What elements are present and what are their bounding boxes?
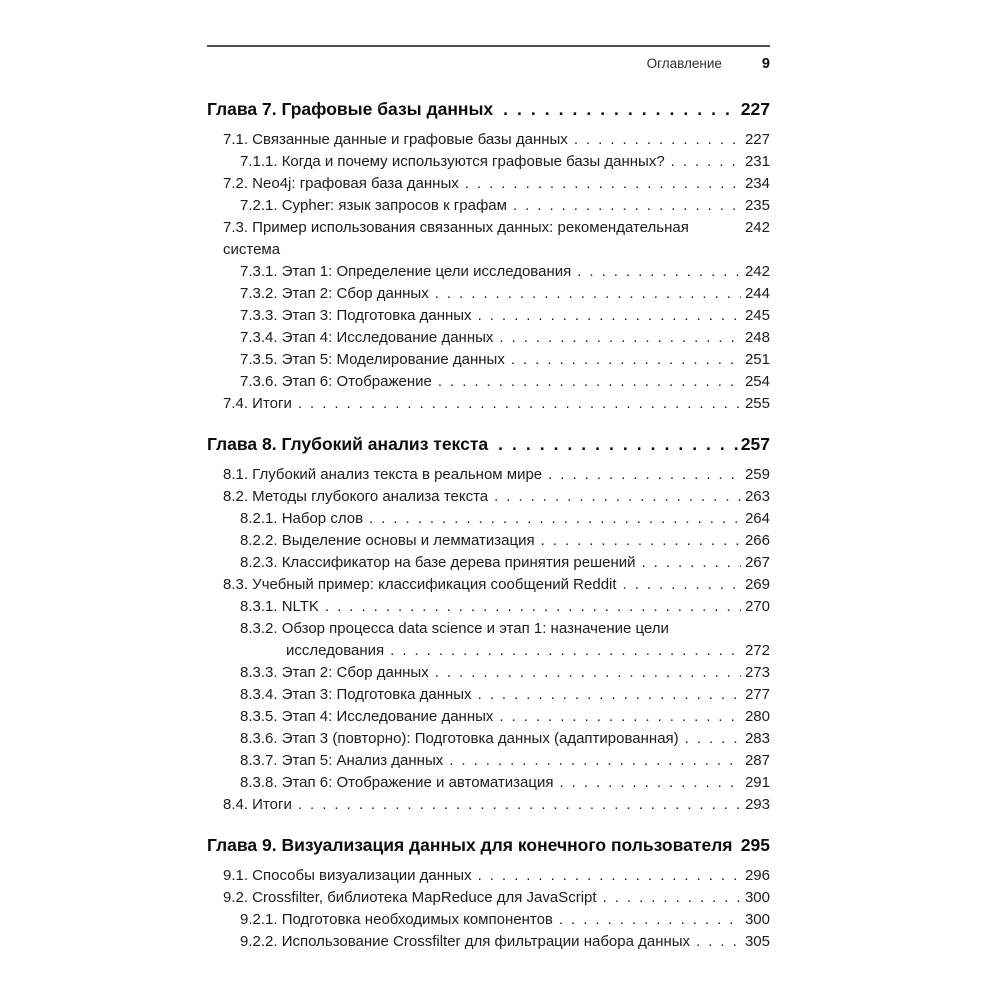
toc-entry-label: 8.2.1. Набор слов bbox=[240, 510, 364, 527]
dot-leader bbox=[443, 750, 741, 772]
toc-entry-page: 242 bbox=[744, 219, 770, 236]
toc-row bbox=[207, 195, 770, 217]
toc-entry-page: 283 bbox=[744, 730, 770, 747]
toc-entry-label: 9.2.2. Использование Crossfilter для фильтрации набора данных bbox=[240, 933, 691, 950]
dot-leader bbox=[472, 684, 741, 706]
dot-leader bbox=[617, 574, 741, 596]
toc-row bbox=[207, 865, 770, 887]
toc-entry-label: исследования bbox=[286, 642, 385, 659]
toc-row bbox=[207, 530, 770, 552]
toc-row bbox=[207, 618, 770, 640]
toc-entry-page: 287 bbox=[744, 752, 770, 769]
dot-leader bbox=[488, 486, 741, 508]
toc-row bbox=[207, 728, 770, 750]
chapter-title: Глава 8. Глубокий анализ текста bbox=[207, 434, 489, 454]
toc-row bbox=[207, 640, 770, 662]
toc-row bbox=[207, 772, 770, 794]
dot-leader bbox=[459, 173, 741, 195]
toc-row bbox=[207, 283, 770, 305]
toc-row bbox=[207, 887, 770, 909]
chapter-page: 227 bbox=[740, 99, 770, 119]
dot-leader bbox=[542, 464, 741, 486]
toc-entry-label: 8.1. Глубокий анализ текста в реальном мире bbox=[223, 466, 543, 483]
toc-entry-label: 8.3.8. Этап 6: Отображение и автоматизация bbox=[240, 774, 554, 791]
page-content bbox=[207, 0, 770, 953]
toc-entry-label: 7.1.1. Когда и почему используются графовые базы данных? bbox=[240, 153, 665, 170]
running-header bbox=[207, 56, 770, 72]
toc-row bbox=[207, 261, 770, 283]
toc-entry-page: 235 bbox=[744, 197, 770, 214]
dot-leader bbox=[429, 283, 741, 305]
toc-entry-label: 8.3.5. Этап 4: Исследование данных bbox=[240, 708, 494, 725]
toc-row bbox=[207, 393, 770, 415]
toc-entry-page: 259 bbox=[744, 466, 770, 483]
dot-leader bbox=[319, 596, 741, 618]
dot-leader bbox=[568, 129, 741, 151]
toc-entry-label: 8.3.6. Этап 3 (повторно): Подготовка данных (адаптированная) bbox=[240, 730, 679, 747]
toc-entry-label: 7.3.4. Этап 4: Исследование данных bbox=[240, 329, 494, 346]
dot-leader bbox=[493, 706, 741, 728]
toc-row bbox=[207, 508, 770, 530]
dot-leader bbox=[493, 97, 738, 121]
header-page-number: 9 bbox=[761, 56, 770, 72]
dot-leader bbox=[597, 887, 741, 909]
header-rule bbox=[207, 45, 770, 47]
dot-leader bbox=[665, 151, 741, 173]
dot-leader bbox=[733, 833, 738, 857]
chapter-entries bbox=[207, 865, 770, 953]
chapter-title-row bbox=[207, 97, 770, 121]
toc-entry-label: 9.1. Способы визуализации данных bbox=[223, 867, 472, 884]
chapter-title: Глава 9. Визуализация данных для конечного пользователя bbox=[207, 835, 733, 855]
toc-entry-page: 251 bbox=[744, 351, 770, 368]
dot-leader bbox=[488, 432, 738, 456]
dot-leader bbox=[690, 931, 741, 953]
chapter-page: 257 bbox=[740, 434, 770, 454]
dot-leader bbox=[636, 552, 741, 574]
dot-leader bbox=[292, 393, 741, 415]
dot-leader bbox=[363, 508, 741, 530]
toc-chapter bbox=[207, 833, 770, 953]
toc-entry-page: 244 bbox=[744, 285, 770, 302]
toc-chapter bbox=[207, 97, 770, 415]
toc-entry-label: 8.3.4. Этап 3: Подготовка данных bbox=[240, 686, 472, 703]
chapter-title: Глава 7. Графовые базы данных bbox=[207, 99, 494, 119]
toc-entry-label: 8.4. Итоги bbox=[223, 796, 292, 813]
chapter-title-row bbox=[207, 833, 770, 857]
dot-leader bbox=[472, 865, 741, 887]
toc-entry-page: 255 bbox=[744, 395, 770, 412]
toc-row bbox=[207, 552, 770, 574]
toc-entry-label: 8.2.2. Выделение основы и лемматизация bbox=[240, 532, 535, 549]
dot-leader bbox=[384, 640, 741, 662]
toc-entry-label: 7.1. Связанные данные и графовые базы данных bbox=[223, 131, 568, 148]
toc-row bbox=[207, 464, 770, 486]
toc-row bbox=[207, 794, 770, 816]
toc-entry-label: 7.2.1. Cypher: язык запросов к графам bbox=[240, 197, 507, 214]
toc-entry-page: 231 bbox=[744, 153, 770, 170]
toc-entry-label: 7.3.3. Этап 3: Подготовка данных bbox=[240, 307, 472, 324]
toc-row bbox=[207, 371, 770, 393]
dot-leader bbox=[553, 772, 741, 794]
toc-entry-page: 234 bbox=[744, 175, 770, 192]
dot-leader bbox=[679, 728, 741, 750]
toc-entry-page: 264 bbox=[744, 510, 770, 527]
header-title: Оглавление bbox=[646, 56, 722, 71]
toc-entry-page: 305 bbox=[744, 933, 770, 950]
dot-leader bbox=[535, 530, 741, 552]
toc-entry-label: 7.3. Пример использования связанных данных: рекомендательная система bbox=[223, 219, 689, 258]
toc-entry-page: 254 bbox=[744, 373, 770, 390]
toc-entry-page: 245 bbox=[744, 307, 770, 324]
chapter-page: 295 bbox=[740, 835, 770, 855]
dot-leader bbox=[429, 662, 741, 684]
toc-entry-label: 8.3.3. Этап 2: Сбор данных bbox=[240, 664, 429, 681]
toc-row bbox=[207, 173, 770, 195]
toc-entry-page: 267 bbox=[744, 554, 770, 571]
toc-row bbox=[207, 151, 770, 173]
toc-entry-label: 8.3.1. NLTK bbox=[240, 598, 319, 615]
toc-row bbox=[207, 909, 770, 931]
toc-entry-label: 9.2.1. Подготовка необходимых компонентов bbox=[240, 911, 553, 928]
toc-entry-page: 280 bbox=[744, 708, 770, 725]
toc-entry-page: 266 bbox=[744, 532, 770, 549]
toc-entry-page: 300 bbox=[744, 911, 770, 928]
toc-entry-label: 8.3.7. Этап 5: Анализ данных bbox=[240, 752, 444, 769]
toc-entry-label: 9.2. Crossfilter, библиотека MapReduce для JavaScript bbox=[223, 889, 597, 906]
toc-row bbox=[207, 305, 770, 327]
toc-entry-page: 227 bbox=[744, 131, 770, 148]
toc-entry-label: 7.2. Neo4j: графовая база данных bbox=[223, 175, 459, 192]
dot-leader bbox=[553, 909, 741, 931]
toc-entry-page: 263 bbox=[744, 488, 770, 505]
toc-row bbox=[207, 706, 770, 728]
toc-entry-page: 296 bbox=[744, 867, 770, 884]
toc-list bbox=[207, 97, 770, 953]
dot-leader bbox=[505, 349, 741, 371]
dot-leader bbox=[292, 794, 741, 816]
toc-entry-label: 7.3.1. Этап 1: Определение цели исследования bbox=[240, 263, 572, 280]
toc-chapter bbox=[207, 432, 770, 816]
dot-leader bbox=[507, 195, 741, 217]
toc-entry-label: 8.3. Учебный пример: классификация сообщений Reddit bbox=[223, 576, 617, 593]
toc-row bbox=[207, 217, 770, 261]
toc-entry-page: 293 bbox=[744, 796, 770, 813]
toc-row bbox=[207, 931, 770, 953]
toc-entry-page: 270 bbox=[744, 598, 770, 615]
toc-entry-label: 7.4. Итоги bbox=[223, 395, 292, 412]
toc-row bbox=[207, 662, 770, 684]
toc-entry-page: 291 bbox=[744, 774, 770, 791]
toc-row bbox=[207, 327, 770, 349]
toc-entry-page: 300 bbox=[744, 889, 770, 906]
toc-row bbox=[207, 574, 770, 596]
toc-row bbox=[207, 750, 770, 772]
toc-entry-label: 8.3.2. Обзор процесса data science и этап 1: назначение цели bbox=[240, 620, 669, 637]
dot-leader bbox=[432, 371, 741, 393]
toc-row bbox=[207, 349, 770, 371]
toc-entry-page: 273 bbox=[744, 664, 770, 681]
toc-row bbox=[207, 486, 770, 508]
dot-leader bbox=[472, 305, 741, 327]
toc-row bbox=[207, 129, 770, 151]
toc-entry-page: 272 bbox=[744, 642, 770, 659]
toc-entry-label: 8.2.3. Классификатор на базе дерева принятия решений bbox=[240, 554, 636, 571]
chapter-entries bbox=[207, 129, 770, 415]
toc-row bbox=[207, 684, 770, 706]
dot-leader bbox=[493, 327, 741, 349]
toc-entry-page: 269 bbox=[744, 576, 770, 593]
toc-entry-page: 248 bbox=[744, 329, 770, 346]
toc-entry-label: 7.3.5. Этап 5: Моделирование данных bbox=[240, 351, 505, 368]
toc-entry-label: 7.3.6. Этап 6: Отображение bbox=[240, 373, 432, 390]
toc-entry-label: 8.2. Методы глубокого анализа текста bbox=[223, 488, 489, 505]
toc-row bbox=[207, 596, 770, 618]
dot-leader bbox=[571, 261, 741, 283]
toc-entry-label: 7.3.2. Этап 2: Сбор данных bbox=[240, 285, 429, 302]
toc-entry-page: 277 bbox=[744, 686, 770, 703]
chapter-title-row bbox=[207, 432, 770, 456]
chapter-entries bbox=[207, 464, 770, 816]
toc-entry-page: 242 bbox=[744, 263, 770, 280]
